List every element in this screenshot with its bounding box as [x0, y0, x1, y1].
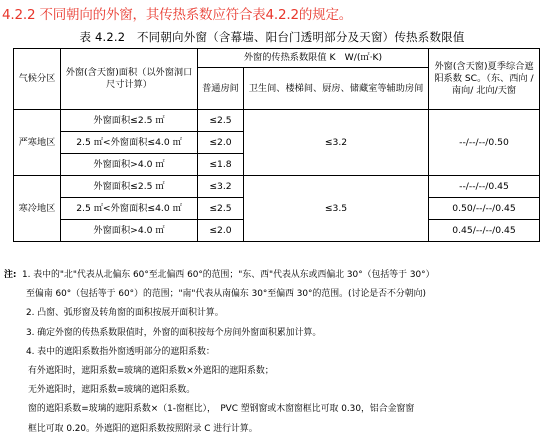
table-notes: [4, 266, 544, 439]
note-line: 至偏南 60°（包括等于 60°）的范围；"南"代表从南偏东 30°至偏西 30°的范围。(讨论是否不分朝向): [26, 289, 426, 300]
aux-k-cell: ≤3.5: [244, 176, 429, 242]
area-cell: 外窗面积≤2.5 ㎡: [61, 110, 198, 132]
note-line: 4. 表中的遮阳系数指外窗透明部分的遮阳系数：: [26, 346, 215, 357]
note-line: 有外遮阳时，遮阳系数=玻璃的遮阳系数×外遮阳的遮阳系数；: [28, 366, 274, 377]
table-row: [14, 176, 540, 198]
note-line: 窗的遮阳系数=玻璃的遮阳系数×（1-窗框比）， PVC 塑钢窗或木窗窗框比可取 0.30，铝合金窗窗: [28, 404, 415, 415]
area-cell: 2.5 ㎡<外窗面积≤4.0 ㎡: [61, 198, 198, 220]
sc-cell: 0.50/--/--/0.45: [429, 198, 540, 220]
clause-heading: 4.2.2 不同朝向的外窗，其传热系数应符合表4.2.2的规定。: [2, 7, 353, 23]
ordinary-k-cell: ≤2.5: [198, 110, 244, 132]
ordinary-k-cell: ≤2.0: [198, 132, 244, 154]
ordinary-k-cell: ≤3.2: [198, 176, 244, 198]
zone-cell: 严寒地区: [14, 110, 61, 176]
header-ordinary-room: 普通房间: [198, 68, 244, 110]
notes-label: 注:: [4, 270, 17, 280]
header-climate-zone: 气候分区: [14, 49, 61, 110]
ordinary-k-cell: ≤2.5: [198, 198, 244, 220]
area-cell: 2.5 ㎡<外窗面积≤4.0 ㎡: [61, 132, 198, 154]
header-shading-coefficient: 外窗(含天窗)夏季综合遮阳系数 SC。（东、西向 / 南向/ 北向/天窗: [429, 49, 540, 110]
area-cell: 外窗面积≤2.5 ㎡: [61, 176, 198, 198]
zone-cell: 寒冷地区: [14, 176, 61, 242]
area-cell: 外窗面积>4.0 ㎡: [61, 220, 198, 242]
aux-k-cell: ≤3.2: [244, 110, 429, 176]
header-auxiliary-room: 卫生间、楼梯间、厨房、储藏室等辅助房间: [244, 68, 429, 110]
sc-cell: --/--/--/0.50: [429, 110, 540, 176]
ordinary-k-cell: ≤1.8: [198, 154, 244, 176]
k-limit-table: [13, 48, 540, 242]
ordinary-k-cell: ≤2.0: [198, 220, 244, 242]
note-line: 2. 凸窗、弧形窗及转角窗的面积按展开面积计算。: [26, 308, 224, 319]
table-row: [14, 110, 540, 132]
sc-cell: --/--/--/0.45: [429, 176, 540, 198]
table-caption: 表 4.2.2 不同朝向外窗（含幕墙、阳台门透明部分及天窗）传热系数限值: [79, 30, 465, 44]
note-line: 无外遮阳时，遮阳系数=玻璃的遮阳系数。: [28, 385, 196, 396]
area-cell: 外窗面积>4.0 ㎡: [61, 154, 198, 176]
note-line: 3. 确定外窗的传热系数限值时，外窗的面积按每个房间外窗面积累加计算。: [26, 327, 322, 338]
sc-cell: 0.45/--/--/0.45: [429, 220, 540, 242]
note-line: 1. 表中的"北"代表从北偏东 60°至北偏西 60°的范围；"东、西"代表从东或西偏北 30°（包括等于 30°）: [22, 270, 435, 280]
header-k-limit: 外窗的传热系数限值 K W/(㎡·K): [198, 49, 429, 68]
header-window-area: 外窗(含天窗)面积（以外窗洞口尺寸计算）: [61, 49, 198, 110]
note-line: 框比可取 0.20。外遮阳的遮阳系数按照附录 C 进行计算。: [28, 423, 258, 434]
